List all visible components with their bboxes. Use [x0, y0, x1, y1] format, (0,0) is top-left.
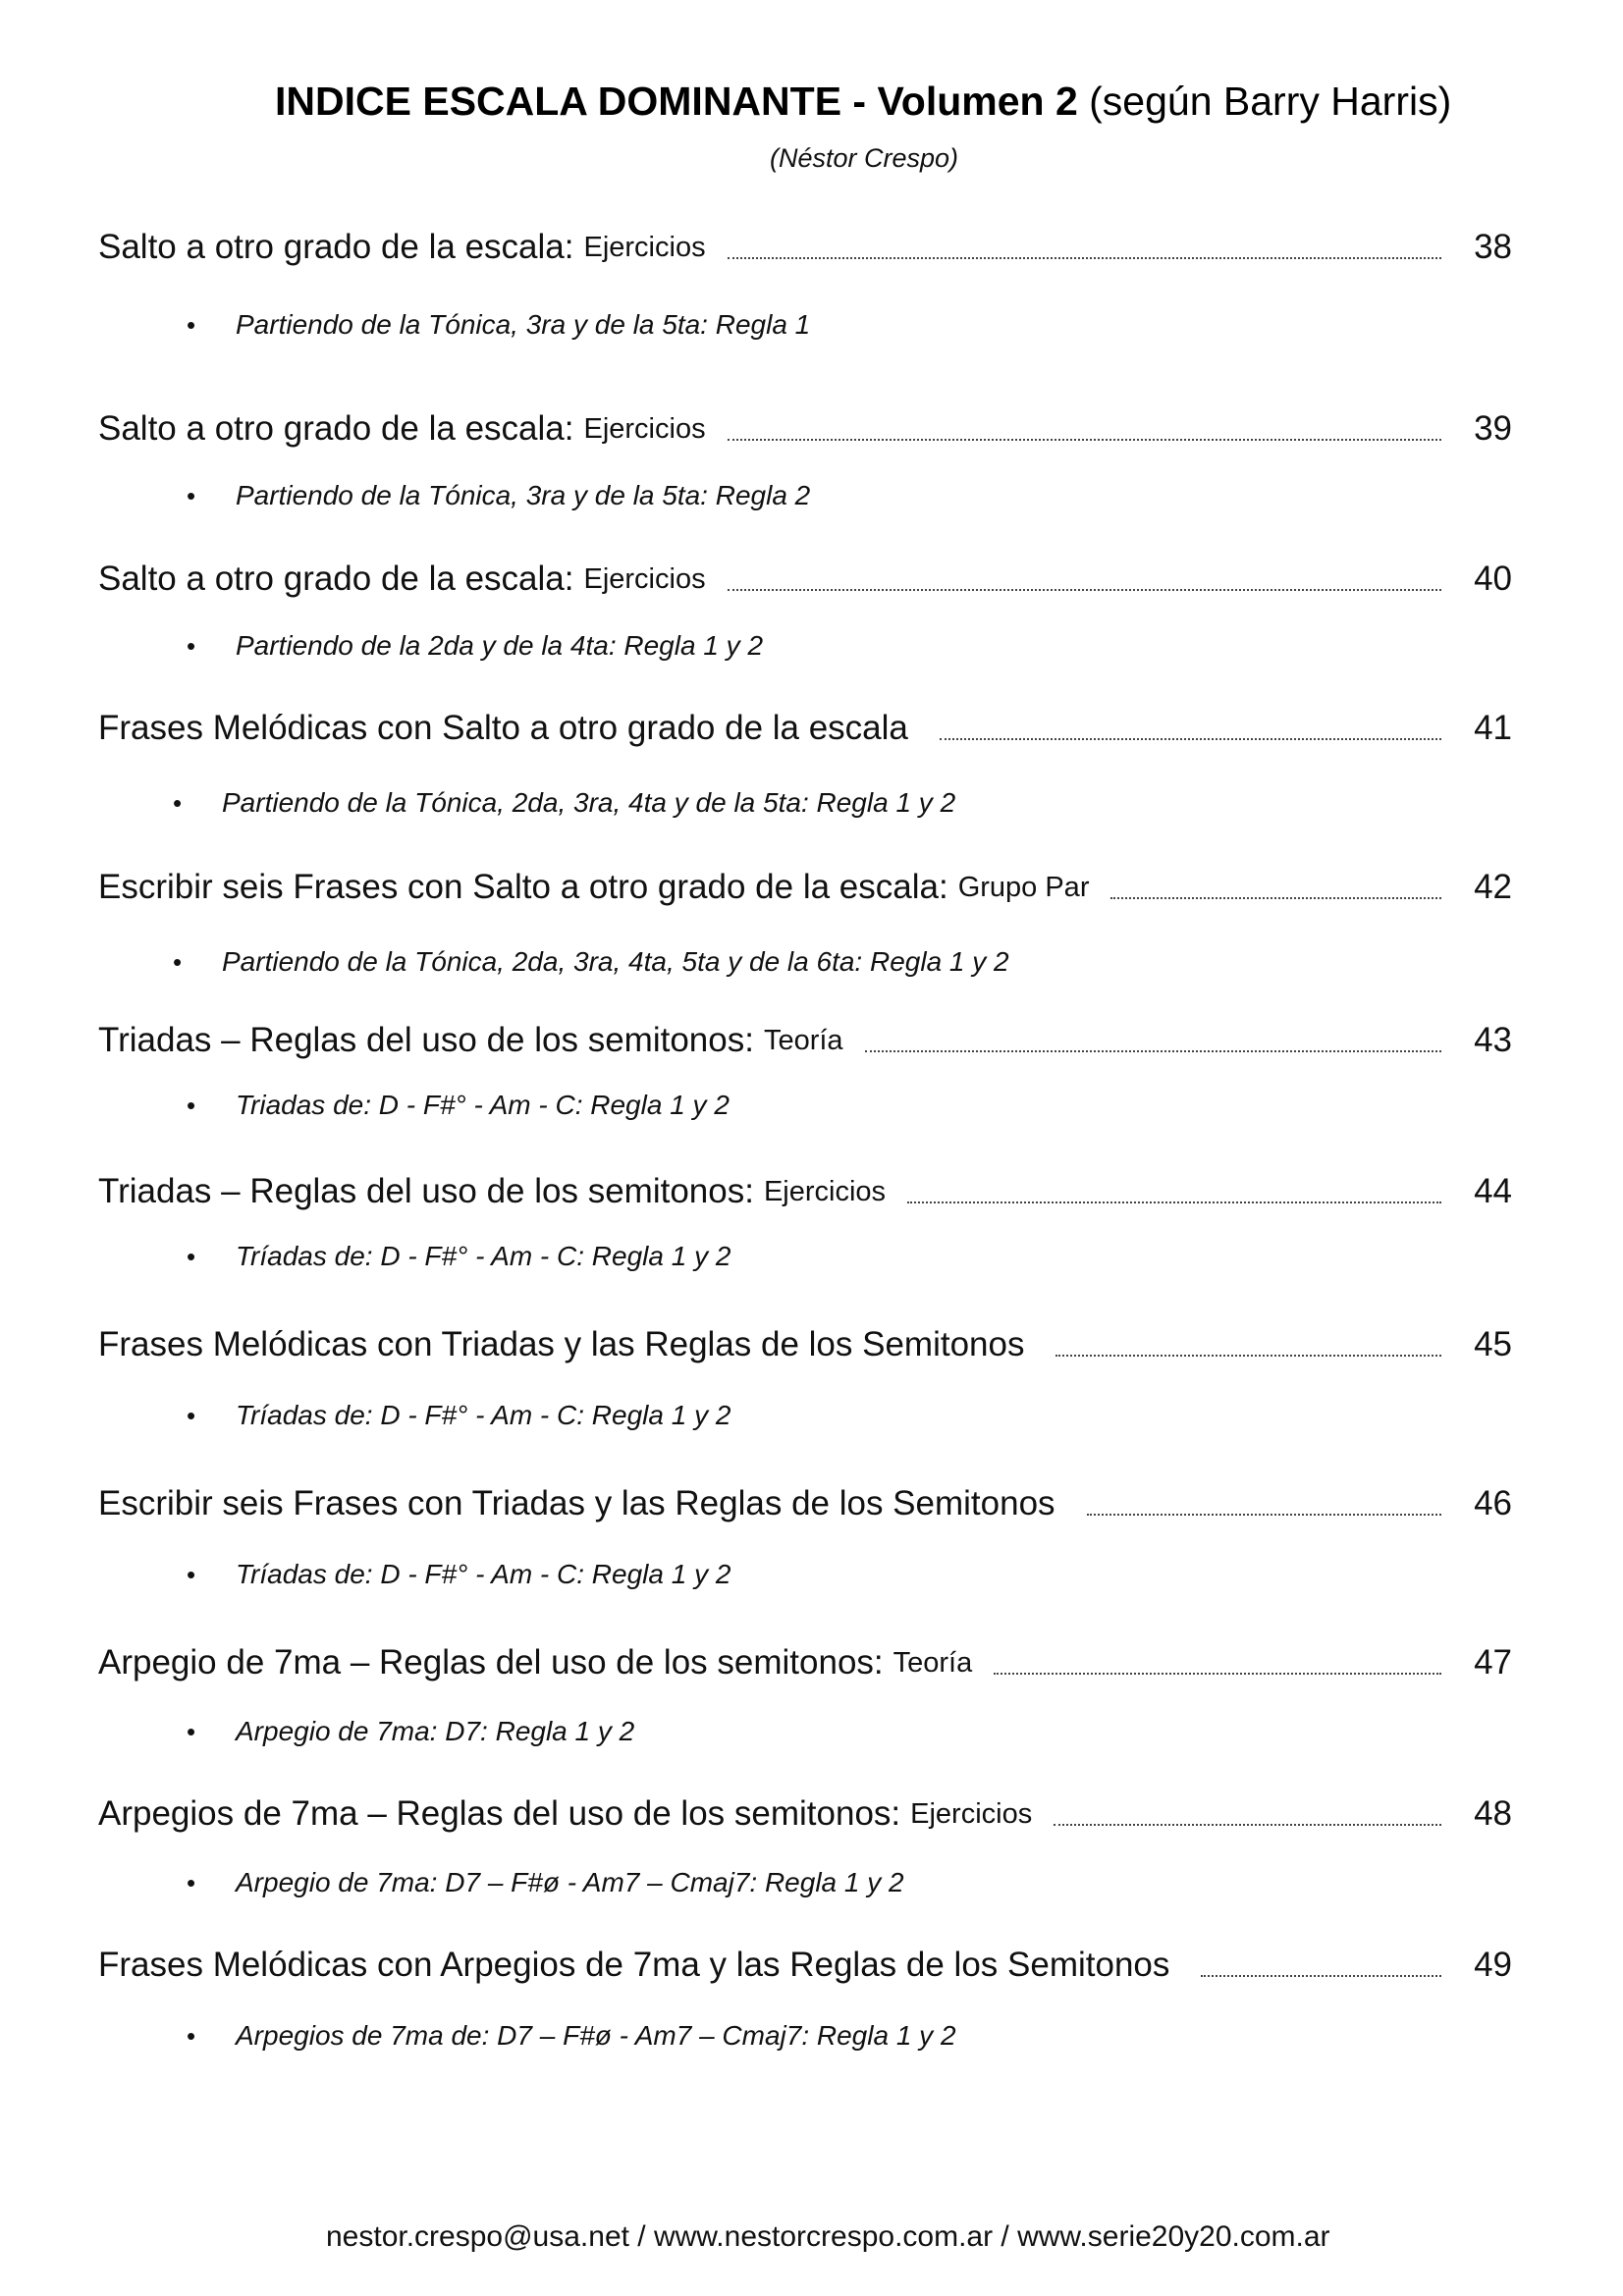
entry-title: Frases Melódicas con Salto a otro grado de la escala	[98, 709, 908, 747]
entry-title: Escribir seis Frases con Triadas y las Reglas de los Semitonos	[98, 1484, 1055, 1522]
dot-leader	[865, 1049, 1441, 1052]
entry-subtitle: Ejercicios	[763, 1176, 887, 1207]
entry-title: Frases Melódicas con Arpegios de 7ma y las Reglas de los Semitonos	[98, 1946, 1170, 1984]
entry-title: Salto a otro grado de la escala:	[98, 560, 574, 598]
bullet-icon: •	[187, 1867, 196, 1897]
dot-leader	[1055, 1354, 1441, 1357]
entry-page: 41	[1474, 709, 1512, 747]
entry-title: Salto a otro grado de la escala:	[98, 409, 574, 448]
entry-title: Escribir seis Frases con Salto a otro grado de la escala:	[98, 868, 948, 906]
entry-title: Triadas – Reglas del uso de los semitonos:	[98, 1172, 754, 1210]
entry-subtitle: Teoría	[763, 1025, 843, 1056]
footer-contact: nestor.crespo@usa.net / www.nestorcrespo.com.ar / www.serie20y20.com.ar	[326, 2220, 1330, 2253]
title-volume: Volumen 2	[877, 79, 1078, 124]
entry-bullet: Partiendo de la 2da y de la 4ta: Regla 1 y 2	[236, 630, 764, 661]
entry-page: 39	[1474, 409, 1512, 448]
entry-page: 43	[1474, 1021, 1512, 1059]
bullet-icon: •	[173, 946, 183, 977]
entry-bullet: Partiendo de la Tónica, 3ra y de la 5ta: Regla 1	[236, 309, 811, 340]
bullet-icon: •	[187, 1241, 196, 1271]
entry-page: 49	[1474, 1946, 1512, 1984]
bullet-icon: •	[187, 1090, 196, 1120]
entry-page: 47	[1474, 1643, 1512, 1682]
entry-subtitle: Ejercicios	[583, 232, 706, 263]
entry-page: 48	[1474, 1794, 1512, 1833]
dot-leader	[1087, 1513, 1441, 1516]
entry-subtitle: Grupo Par	[957, 872, 1090, 903]
entry-subtitle: Teoría	[893, 1647, 973, 1679]
entry-bullet: Arpegio de 7ma: D7: Regla 1 y 2	[236, 1716, 635, 1746]
dot-leader	[728, 256, 1441, 259]
entry-bullet: Partiendo de la Tónica, 2da, 3ra, 4ta y de la 5ta: Regla 1 y 2	[222, 787, 956, 818]
entry-bullet: Triadas de: D - F#° - Am - C: Regla 1 y 2	[236, 1090, 730, 1120]
bullet-icon: •	[187, 480, 196, 510]
entry-bullet: Arpegios de 7ma de: D7 – F#ø - Am7 – Cmaj7: Regla 1 y 2	[236, 2020, 956, 2051]
bullet-icon: •	[187, 630, 196, 661]
entry-bullet: Partiendo de la Tónica, 3ra y de la 5ta: Regla 2	[236, 480, 811, 510]
entry-subtitle: Ejercicios	[910, 1798, 1033, 1830]
entry-title: Triadas – Reglas del uso de los semitonos:	[98, 1021, 754, 1059]
entry-page: 45	[1474, 1325, 1512, 1363]
entry-page: 38	[1474, 228, 1512, 266]
bullet-icon: •	[187, 1716, 196, 1746]
bullet-icon: •	[187, 1400, 196, 1430]
entry-page: 44	[1474, 1172, 1512, 1210]
entry-title: Arpegio de 7ma – Reglas del uso de los semitonos:	[98, 1643, 884, 1682]
dot-leader	[1054, 1823, 1441, 1826]
dot-leader	[994, 1672, 1441, 1675]
entry-title: Arpegios de 7ma – Reglas del uso de los semitonos:	[98, 1794, 901, 1833]
entry-bullet: Partiendo de la Tónica, 2da, 3ra, 4ta, 5ta y de la 6ta: Regla 1 y 2	[222, 946, 1009, 977]
dot-leader	[728, 438, 1441, 441]
entry-bullet: Arpegio de 7ma: D7 – F#ø - Am7 – Cmaj7: Regla 1 y 2	[236, 1867, 904, 1897]
entry-title: Salto a otro grado de la escala:	[98, 228, 574, 266]
bullet-icon: •	[187, 1559, 196, 1589]
bullet-icon: •	[173, 787, 183, 818]
dot-leader	[1110, 896, 1441, 899]
author: (Néstor Crespo)	[769, 143, 959, 173]
entry-bullet: Tríadas de: D - F#° - Am - C: Regla 1 y 2	[236, 1559, 731, 1589]
entry-subtitle: Ejercicios	[583, 413, 706, 445]
title-note: (según Barry Harris)	[1077, 79, 1452, 124]
entry-page: 40	[1474, 560, 1512, 598]
entry-title: Frases Melódicas con Triadas y las Reglas de los Semitonos	[98, 1325, 1025, 1363]
bullet-icon: •	[187, 2020, 196, 2051]
entry-bullet: Tríadas de: D - F#° - Am - C: Regla 1 y 2	[236, 1400, 731, 1430]
dot-leader	[940, 737, 1441, 740]
entry-page: 46	[1474, 1484, 1512, 1522]
dot-leader	[728, 588, 1441, 591]
entry-page: 42	[1474, 868, 1512, 906]
title-main: INDICE ESCALA DOMINANTE -	[275, 79, 878, 124]
entry-subtitle: Ejercicios	[583, 563, 706, 595]
entry-bullet: Tríadas de: D - F#° - Am - C: Regla 1 y 2	[236, 1241, 731, 1271]
dot-leader	[1201, 1974, 1441, 1977]
dot-leader	[907, 1201, 1441, 1203]
bullet-icon: •	[187, 309, 196, 340]
document-title	[275, 79, 1451, 125]
